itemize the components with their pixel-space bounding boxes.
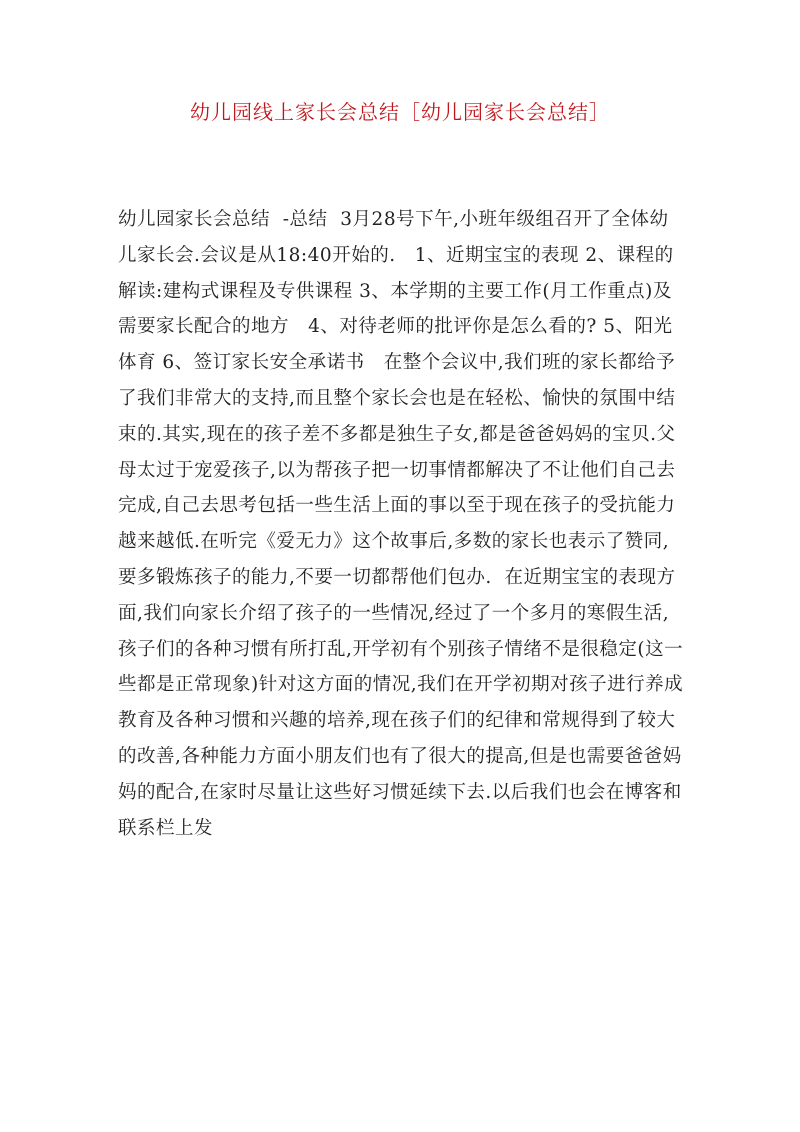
document-body-text: 幼儿园家长会总结 -总结 3月28号下午,小班年级组召开了全体幼儿家长会.会议是从18:40开始的. 1、近期宝宝的表现 2、课程的解读:建构式课程及专供课程 3、本学期的主要工作(月工作重点)及需要家长配合的地方 4、对待老师的批评你是怎么看的? 5、阳光体育 6、签订家长安全承诺书 在整个会议中,我们班的家长都给予了我们非常大的支持,而且整个家长会也是在轻松、愉快的氛围中结束的.其实,现在的孩子差不多都是独生子女,都是爸爸妈妈的宝贝.父母太过于宠爱孩子,以为帮孩子把一切事情都解决了不让他们自己去完成,自己去思考包括一些生活上面的事以至于现在孩子的受抗能力越来越低.在听完《爱无力》这个故事后,多数的家长也表示了赞同,要多锻炼孩子的能力,不要一切都帮他们包办. 在近期宝宝的表现方面,我们向家长介绍了孩子的一些情况,经过了一个多月的寒假生活,孩子们的各种习惯有所打乱,开学初有个别孩子情绪不是很稳定(这一些都是正常现象)针对这方面的情况,我们在开学初期对孩子进行养成教育及各种习惯和兴趣的培养,现在孩子们的纪律和常规得到了较大的改善,各种能力方面小朋友们也有了很大的提高,但是也需要爸爸妈妈的配合,在家时尽量让这些好习惯延续下去.以后我们也会在博客和联系栏上发 [118, 209, 684, 839]
document-title: 幼儿园线上家长会总结［幼儿园家长会总结］ [190, 100, 610, 124]
